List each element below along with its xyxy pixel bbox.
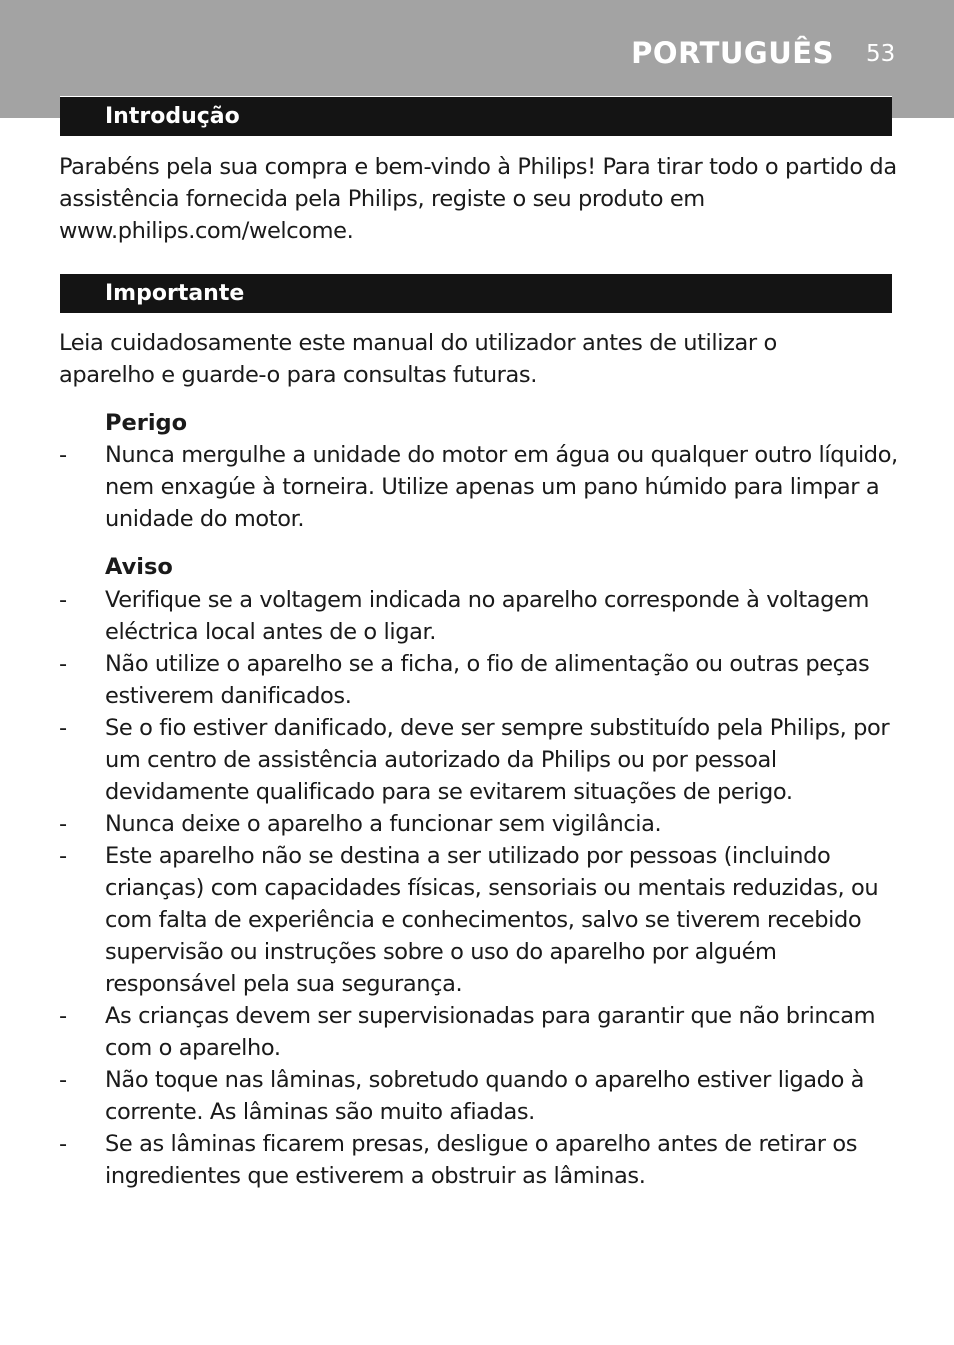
section-heading-importante: Importante	[105, 281, 245, 306]
list-item	[59, 712, 909, 808]
dash-marker: -	[59, 843, 67, 869]
list-item	[59, 1064, 909, 1128]
list-item-text: Se as lâminas ficarem presas, desligue o aparelho antes de retirar os ingredientes que estiverem a obstruir as lâminas.	[105, 1131, 858, 1189]
dash-marker: -	[59, 442, 67, 468]
dash-marker: -	[59, 1067, 67, 1093]
dash-marker: -	[59, 1003, 67, 1029]
list-item	[59, 439, 909, 535]
language-title: PORTUGUÊS	[631, 36, 834, 70]
list-item-text: As crianças devem ser supervisionadas para garantir que não brincam com o aparelho.	[105, 1003, 876, 1061]
dash-marker: -	[59, 587, 67, 613]
important-paragraph: Leia cuidadosamente este manual do utilizador antes de utilizar o aparelho e guarde-o para consultas futuras.	[59, 330, 777, 388]
dash-marker: -	[59, 1131, 67, 1157]
list-item-text: Não toque nas lâminas, sobretudo quando o aparelho estiver ligado à corrente. As lâminas são muito afiadas.	[105, 1067, 865, 1125]
list-item-text: Nunca mergulhe a unidade do motor em água ou qualquer outro líquido, nem enxagúe à torneira. Utilize apenas um pano húmido para limpar a unidade do motor.	[105, 442, 898, 532]
list-item	[59, 584, 909, 648]
dash-marker: -	[59, 811, 67, 837]
list-item-text: Se o fio estiver danificado, deve ser sempre substituído pela Philips, por um centro de assistência autorizado da Philips ou por pessoal devidamente qualificado para se evitarem situações de perigo.	[105, 715, 890, 805]
danger-list	[59, 439, 909, 535]
subheading-perigo: Perigo	[105, 410, 188, 436]
list-item-text: Este aparelho não se destina a ser utilizado por pessoas (incluindo crianças) com capacidades físicas, sensoriais ou mentais reduzidas, ou com falta de experiência e conhecimentos, salvo se tiverem recebido supervisão ou instruções sobre o uso do aparelho por alguém responsável pela sua segurança.	[105, 843, 879, 997]
section-bar-importante	[60, 273, 892, 313]
list-item	[59, 1000, 909, 1064]
list-item-text: Nunca deixe o aparelho a funcionar sem vigilância.	[105, 811, 662, 837]
list-item	[59, 808, 909, 840]
page-number: 53	[866, 41, 896, 67]
subheading-aviso: Aviso	[105, 554, 173, 580]
intro-paragraph: Parabéns pela sua compra e bem-vindo à Philips! Para tirar todo o partido da assistência fornecida pela Philips, registe o seu produto em www.philips.com/welcome.	[59, 154, 897, 244]
section-heading-introducao: Introdução	[105, 104, 240, 129]
list-item-text: Verifique se a voltagem indicada no aparelho corresponde à voltagem eléctrica local antes de o ligar.	[105, 587, 870, 645]
list-item	[59, 648, 909, 712]
list-item	[59, 1128, 909, 1192]
dash-marker: -	[59, 651, 67, 677]
section-bar-introducao	[60, 96, 892, 136]
list-item	[59, 840, 909, 1000]
list-item-text: Não utilize o aparelho se a ficha, o fio de alimentação ou outras peças estiverem danificados.	[105, 651, 870, 709]
warning-list	[59, 584, 909, 1192]
dash-marker: -	[59, 715, 67, 741]
